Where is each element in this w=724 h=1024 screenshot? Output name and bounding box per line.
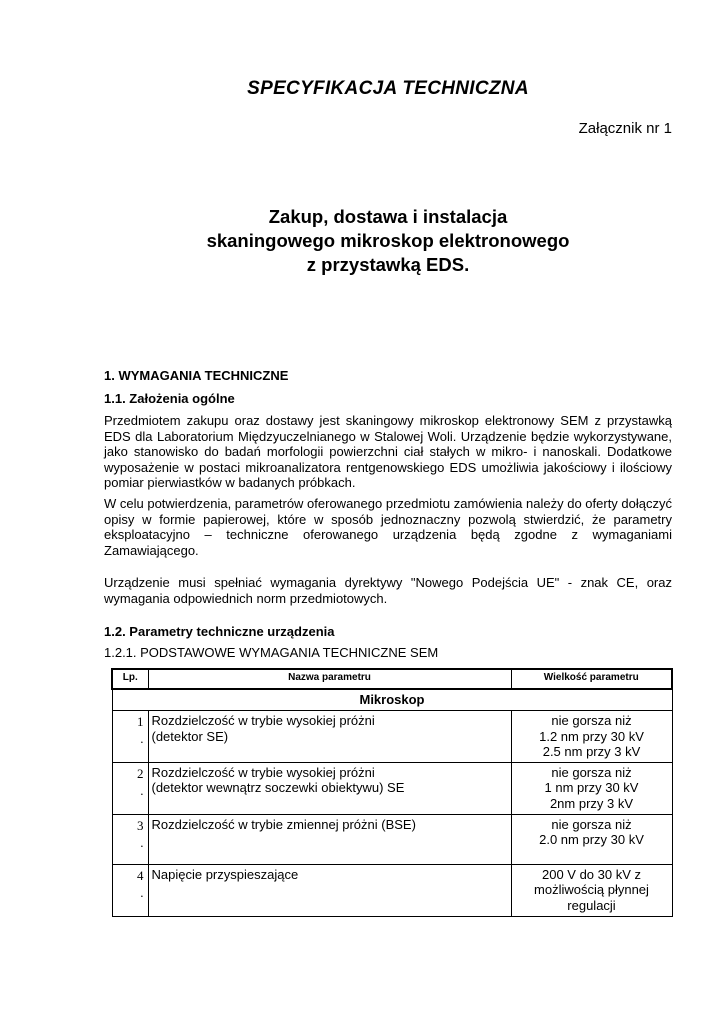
header-lp: Lp. bbox=[112, 669, 148, 689]
row-parameter-value: nie gorsza niż 2.0 nm przy 30 kV bbox=[511, 814, 672, 864]
row-parameter-value: nie gorsza niż 1.2 nm przy 30 kV 2.5 nm przy 3 kV bbox=[511, 711, 672, 763]
document-title: SPECYFIKACJA TECHNICZNA bbox=[247, 78, 529, 99]
row-number: 4 . bbox=[112, 864, 148, 916]
table-row bbox=[112, 864, 672, 916]
row-parameter-name: Rozdzielczość w trybie wysokiej próżni (detektor SE) bbox=[148, 711, 511, 763]
row-parameter-value: nie gorsza niż 1 nm przy 30 kV 2nm przy 3 kV bbox=[511, 762, 672, 814]
row-parameter-value: 200 V do 30 kV z możliwością płynnej regulacji bbox=[511, 864, 672, 916]
annex-label: Załącznik nr 1 bbox=[578, 120, 672, 137]
subject-line-1: Zakup, dostawa i instalacja bbox=[268, 206, 508, 227]
table-row bbox=[112, 762, 672, 814]
header-value: Wielkość parametru bbox=[511, 669, 672, 689]
table-section-row bbox=[112, 689, 672, 711]
row-parameter-name: Rozdzielczość w trybie zmiennej próżni (BSE) bbox=[148, 814, 511, 864]
table-row bbox=[112, 814, 672, 864]
header-name: Nazwa parametru bbox=[148, 669, 511, 689]
table-row bbox=[112, 711, 672, 763]
row-number: 1 . bbox=[112, 711, 148, 763]
spec-table bbox=[111, 668, 673, 917]
row-parameter-name: Napięcie przyspieszające bbox=[148, 864, 511, 916]
row-parameter-name: Rozdzielczość w trybie wysokiej próżni (detektor wewnątrz soczewki obiektywu) SE bbox=[148, 762, 511, 814]
paragraph-1: Przedmiotem zakupu oraz dostawy jest skaningowy mikroskop elektronowy SEM z przystawką EDS dla Laboratorium Międzyuczelnianego w Stalowej Woli. Urządzenie będzie wykorzystywane, jako stanowisko do badań morfologii powierzchni ciał stałych w mikro- i nanoskali. Dodatkowe wyposażenie w postaci mikroanalizatora rentgenowskiego EDS umożliwia jakościowy i ilościowy pomiar pierwiastków w badanych próbkach. bbox=[104, 413, 672, 490]
paragraph-3: Urządzenie musi spełniać wymagania dyrektywy "Nowego Podejścia UE" - znak CE, oraz wymagania odpowiednich norm przedmiotowych. bbox=[104, 575, 672, 606]
row-number: 3 . bbox=[112, 814, 148, 864]
section-1-1-heading: 1.1. Założenia ogólne bbox=[104, 391, 235, 406]
section-1-2-heading: 1.2. Parametry techniczne urządzenia bbox=[104, 624, 335, 639]
paragraph-2: W celu potwierdzenia, parametrów oferowanego przedmiotu zamówienia należy do oferty dołączyć opisy w formie papierowej, które w sposób jednoznaczny pozwolą stwierdzić, że parametry eksploatacyjno – techniczne oferowanego urządzenia będą zgodne z wymaganiami Zamawiającego. bbox=[104, 496, 672, 558]
subject-line-3: z przystawką EDS. bbox=[306, 254, 470, 275]
subject-heading bbox=[0, 205, 724, 277]
table-header-row bbox=[112, 669, 672, 689]
section-1-2-1-heading: 1.2.1. PODSTAWOWE WYMAGANIA TECHNICZNE SEM bbox=[104, 645, 439, 660]
subject-line-2: skaningowego mikroskop elektronowego bbox=[206, 230, 570, 251]
section-label: Mikroskop bbox=[112, 689, 672, 711]
row-number: 2 . bbox=[112, 762, 148, 814]
section-1-heading: 1. WYMAGANIA TECHNICZNE bbox=[104, 368, 289, 383]
